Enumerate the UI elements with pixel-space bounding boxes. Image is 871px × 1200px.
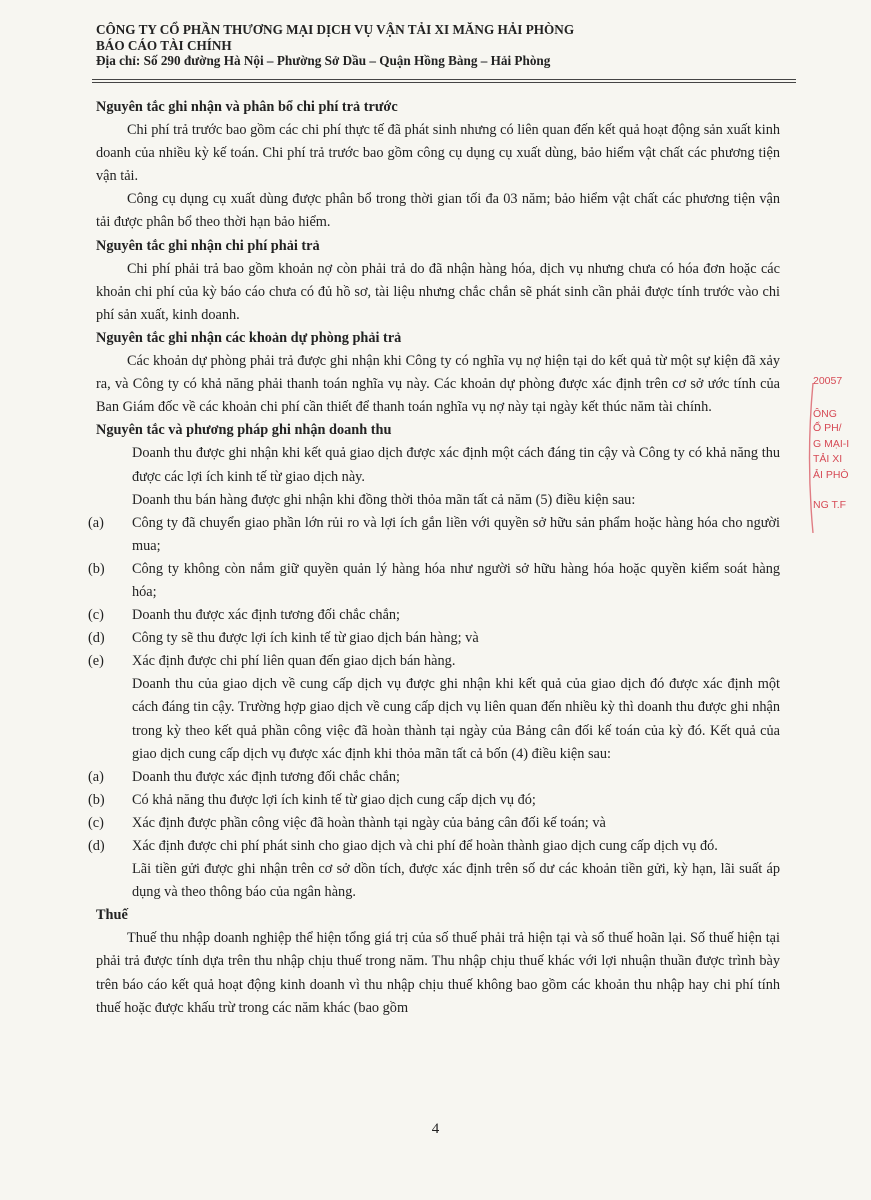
- page-number: 4: [431, 1121, 440, 1137]
- list-item: [88, 627, 780, 650]
- list-item: [88, 812, 780, 835]
- list-item-label: (c): [88, 607, 104, 624]
- stamp-text: NG T.F: [813, 499, 847, 511]
- stamp-text: ÔNG: [813, 408, 837, 420]
- paragraph: Doanh thu của giao dịch về cung cấp dịch vụ được ghi nhận khi kết quả của giao dịch đó được xác định một cách đáng tin cậy. Trường hợp giao dịch về cung cấp dịch vụ liên quan đến nhiều kỳ thì doanh thu được ghi nhận trong kỳ theo kết quả phần công việc đã hoàn thành tại ngày của Bảng cân đối kế toán của kỳ đó. Kết quả của giao dịch cung cấp dịch vụ được xác định khi thỏa mãn tất cả bốn (4) điều kiện sau:: [132, 676, 780, 762]
- header-divider-thin: [92, 82, 796, 83]
- list-item-text: Xác định được phần công việc đã hoàn thành tại ngày của bảng cân đối kế toán; và: [132, 814, 606, 831]
- paragraph: Doanh thu được ghi nhận khi kết quả giao dịch được xác định một cách đáng tin cậy và Công ty có khả năng thu được các lợi ích kinh tế từ giao dịch này.: [132, 445, 780, 485]
- company-name: CÔNG TY CỔ PHẦN THƯƠNG MẠI DỊCH VỤ VẬN TẢI XI MĂNG HẢI PHÒNG: [96, 22, 575, 37]
- list-item-text: Công ty không còn nắm giữ quyền quản lý hàng hóa như người sở hữu hàng hóa hoặc quyền kiểm soát hàng hóa;: [132, 560, 780, 600]
- list-item: [88, 558, 780, 604]
- paragraph: Chi phí phải trả bao gồm khoản nợ còn phải trả do đã nhận hàng hóa, dịch vụ nhưng chưa có hóa đơn hoặc các khoản chi phí của kỳ báo cáo chưa có đủ hồ sơ, tài liệu nhưng chắc chắn sẽ phát sinh cần phải được tính trước vào chi phí sản xuất, kinh doanh.: [96, 260, 780, 323]
- list-item-label: (b): [88, 791, 105, 808]
- list-item: [88, 604, 780, 627]
- list-item-text: Công ty sẽ thu được lợi ích kinh tế từ giao dịch bán hàng; và: [132, 630, 479, 647]
- stamp-text: Ổ PH/: [813, 422, 842, 434]
- list-item-text: Xác định được chi phí phát sinh cho giao dịch và chi phí để hoàn thành giao dịch cung cấp dịch vụ đó.: [132, 838, 718, 854]
- section-heading-prepaid: Nguyên tắc ghi nhận và phân bổ chi phí trả trước: [96, 99, 398, 115]
- section-heading-tax: Thuế: [96, 907, 128, 924]
- section-heading-provisions: Nguyên tắc ghi nhận các khoản dự phòng phải trả: [96, 329, 402, 346]
- report-title: BÁO CÁO TÀI CHÍNH: [96, 37, 232, 53]
- list-item: [88, 650, 780, 673]
- section-heading-accrued: Nguyên tắc ghi nhận chi phí phải trả: [96, 237, 320, 254]
- list-item-label: (c): [88, 814, 104, 831]
- stamp-text: 20057: [813, 375, 843, 387]
- paragraph: Các khoản dự phòng phải trả được ghi nhận khi Công ty có nghĩa vụ nợ hiện tại do kết quả từ một sự kiện đã xảy ra, và Công ty có khả năng phải thanh toán nghĩa vụ này. Các khoản dự phòng được xác định trên cơ sở ước tính của Ban Giám đốc về các khoản chi phí cần thiết để thanh toán nghĩa vụ nợ này tại ngày kết thúc năm tài chính.: [96, 353, 780, 416]
- paragraph: Lãi tiền gửi được ghi nhận trên cơ sở dồn tích, được xác định trên số dư các khoản tiền gửi, kỳ hạn, lãi suất áp dụng và theo thông báo của ngân hàng.: [132, 861, 780, 901]
- list-item-text: Doanh thu được xác định tương đối chắc chắn;: [132, 768, 401, 785]
- paragraph: Công cụ dụng cụ xuất dùng được phân bổ trong thời gian tối đa 03 năm; bảo hiểm vật chất các phương tiện vận tải được phân bổ theo thời hạn bảo hiểm.: [96, 191, 780, 231]
- company-seal-stamp: [813, 374, 871, 524]
- stamp-text: G MẠI-I: [813, 438, 850, 450]
- list-item-text: Công ty đã chuyển giao phần lớn rủi ro và lợi ích gắn liền với quyền sở hữu sản phẩm hoặc hàng hóa cho người mua;: [132, 514, 780, 554]
- document-body: [88, 96, 780, 1020]
- list-item-label: (d): [88, 630, 105, 647]
- paragraph: Chi phí trả trước bao gồm các chi phí thực tế đã phát sinh nhưng có liên quan đến kết quả hoạt động sản xuất kinh doanh của nhiều kỳ kế toán. Chi phí trả trước bao gồm công cụ dụng cụ xuất dùng, bảo hiểm vật chất các phương tiện vận tải.: [96, 122, 780, 185]
- paragraph: Doanh thu bán hàng được ghi nhận khi đồng thời thỏa mãn tất cả năm (5) điều kiện sau:: [132, 491, 636, 508]
- list-item-label: (b): [88, 560, 105, 577]
- list-item-label: (e): [88, 653, 104, 670]
- list-service-conditions: [88, 766, 780, 858]
- list-item-text: Có khả năng thu được lợi ích kinh tế từ giao dịch cung cấp dịch vụ đó;: [132, 791, 536, 808]
- stamp-text: TẢI XI: [813, 453, 843, 465]
- list-item: [88, 766, 780, 789]
- list-item-label: (a): [88, 514, 104, 531]
- list-item: [88, 512, 780, 558]
- list-item-text: Xác định được chi phí liên quan đến giao dịch bán hàng.: [132, 653, 456, 670]
- section-heading-revenue: Nguyên tắc và phương pháp ghi nhận doanh thu: [96, 422, 392, 439]
- stamp-text: ẢI PHÒ: [813, 469, 849, 481]
- list-item: [88, 789, 780, 812]
- header-divider: [92, 79, 796, 80]
- list-item-label: (a): [88, 768, 104, 785]
- company-address: Địa chỉ: Số 290 đường Hà Nội – Phường Sở Dầu – Quận Hồng Bàng – Hải Phòng: [96, 53, 551, 68]
- list-item: [88, 835, 780, 858]
- list-item-label: (d): [88, 838, 105, 854]
- document-header: [96, 22, 796, 69]
- paragraph: Thuế thu nhập doanh nghiệp thể hiện tổng giá trị của số thuế phải trả hiện tại và số thuế hoãn lại. Số thuế hiện tại phải trả được tính dựa trên thu nhập chịu thuế trong năm. Thu nhập chịu thuế khác với lợi nhuận thuần được trình bày trên báo cáo kết quả hoạt động kinh doanh vì thu nhập chịu thuế không bao gồm các khoản thu nhập hay chi phí tính thuế hoặc được khấu trừ trong các năm khác (bao gồm: [96, 930, 780, 1016]
- list-item-text: Doanh thu được xác định tương đối chắc chắn;: [132, 607, 401, 624]
- list-sales-conditions: [88, 512, 780, 674]
